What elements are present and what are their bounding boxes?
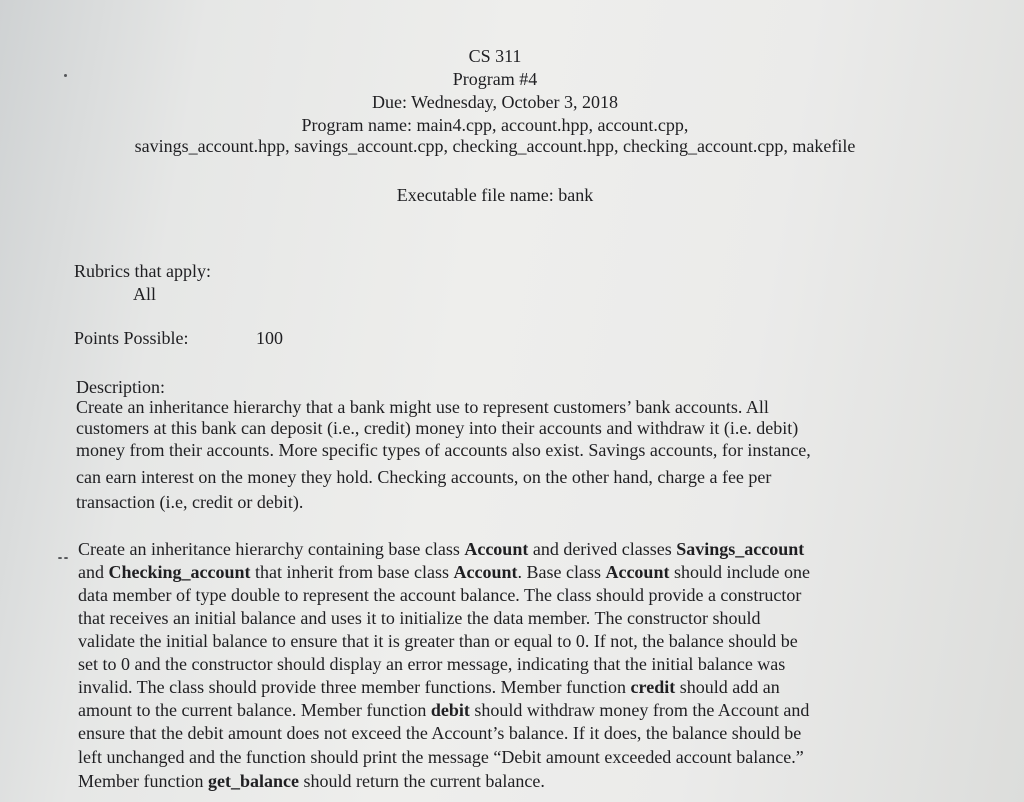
description-line: can earn interest on the money they hold. Checking accounts, on the other hand, charge a fee per [76,467,772,487]
paragraph-line: validate the initial balance to ensure that it is greater than or equal to 0. If not, the balance should be [78,631,798,651]
text-run: and [78,562,109,582]
text-run: should add an [675,677,780,697]
course-title: CS 311 [468,46,522,66]
paragraph-line: set to 0 and the constructor should display an error message, indicating that the initial balance was [78,654,786,674]
margin-mark [64,557,68,559]
class-name-savings-account: Savings_account [676,539,805,559]
class-name-account: Account [605,562,670,582]
description-line: Create an inheritance hierarchy that a bank might use to represent customers’ bank accounts. All [76,397,769,417]
margin-mark [58,557,62,559]
description-line: transaction (i.e, credit or debit). [76,492,304,512]
paragraph-line [78,700,809,720]
points-value: 100 [256,328,283,348]
program-name-line-2: savings_account.hpp, savings_account.cpp, checking_account.hpp, checking_account.cpp, makefile [134,136,856,156]
rubrics-value: All [133,284,157,304]
paragraph-line [78,771,545,791]
paragraph-line [78,539,804,559]
function-name-credit: credit [630,677,676,697]
function-name-debit: debit [430,700,470,720]
paragraph-line [78,562,810,582]
class-name-account: Account [453,562,518,582]
paragraph-line: left unchanged and the function should print the message “Debit amount exceeded account balance.” [78,747,804,767]
executable-name: Executable file name: bank [396,185,594,205]
due-date: Due: Wednesday, October 3, 2018 [372,92,618,112]
description-line: customers at this bank can deposit (i.e., credit) money into their accounts and withdraw it (i.e. debit) [76,418,799,438]
paragraph-line: ensure that the debit amount does not exceed the Account’s balance. If it does, the balance should be [78,723,802,743]
text-run: should include one [669,562,810,582]
paragraph-line: that receives an initial balance and uses it to initialize the data member. The constructor should [78,608,761,628]
text-run: . Base class [517,562,606,582]
text-run: Create an inheritance hierarchy containing base class [78,539,465,559]
class-name-account: Account [464,539,529,559]
rubrics-label: Rubrics that apply: [74,261,211,281]
text-run: Member function [78,771,208,791]
paragraph-line [78,677,780,697]
description-heading: Description: [76,377,165,397]
text-run: amount to the current balance. Member function [78,700,431,720]
text-run: should return the current balance. [298,771,545,791]
text-run: and derived classes [528,539,677,559]
description-line: money from their accounts. More specific types of accounts also exist. Savings accounts, for instance, [76,440,811,460]
points-label: Points Possible: [74,328,189,348]
text-run: should withdraw money from the Account and [469,700,810,720]
function-name-get-balance: get_balance [207,771,299,791]
class-name-checking-account: Checking_account [108,562,251,582]
program-number: Program #4 [452,69,538,89]
paragraph-line: data member of type double to represent the account balance. The class should provide a constructor [78,585,802,605]
text-run: that inherit from base class [250,562,454,582]
program-name-line-1: Program name: main4.cpp, account.hpp, account.cpp, [301,115,689,135]
text-run: invalid. The class should provide three member functions. Member function [78,677,631,697]
